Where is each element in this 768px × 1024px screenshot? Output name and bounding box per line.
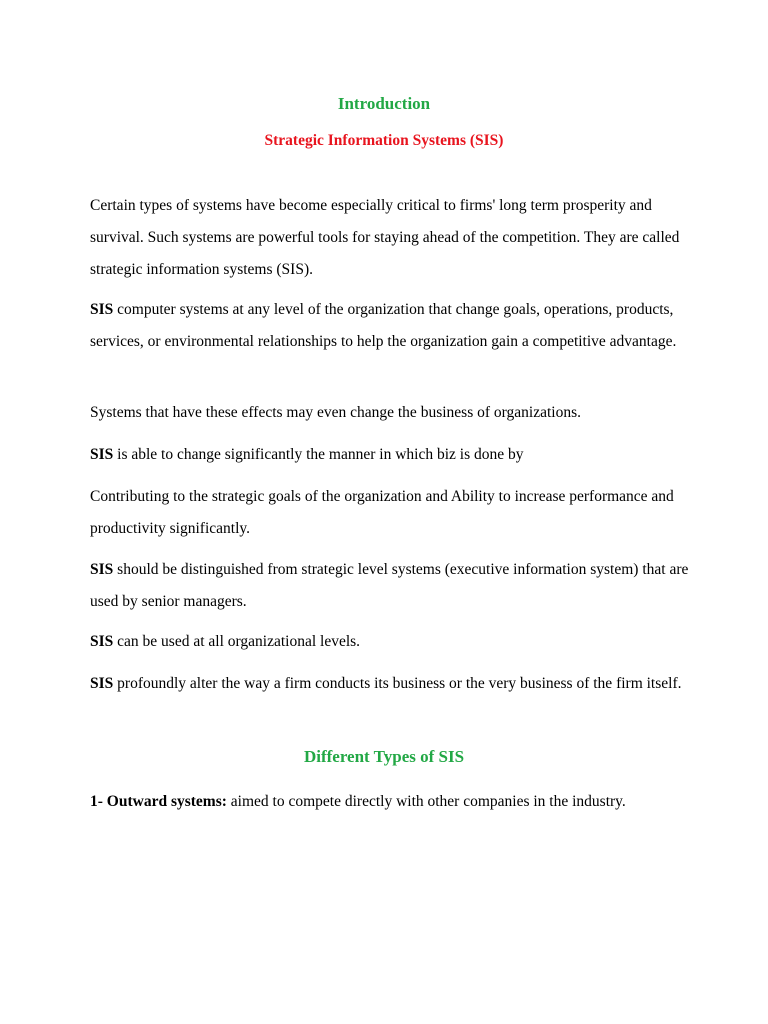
- paragraph-sis-alter: [90, 668, 690, 700]
- paragraph-sis-alter-text: profoundly alter the way a firm conducts its business or the very business of the firm itself.: [113, 675, 682, 692]
- paragraph-sis-levels-text: can be used at all organizational levels.: [113, 633, 361, 650]
- paragraph-outward-systems: [90, 786, 690, 818]
- paragraph-sis-change-text: is able to change significantly the manner in which biz is done by: [113, 446, 524, 463]
- paragraph-contributing-text: Contributing to the strategic goals of the organization and Ability to increase performance and productivity significantly.: [90, 488, 674, 537]
- list-number: 1-: [90, 793, 107, 810]
- introduction-heading: Introduction: [337, 94, 431, 113]
- paragraph-sis-levels: [90, 626, 690, 658]
- paragraph-sis-definition: [90, 294, 690, 358]
- types-heading: Different Types of SIS: [303, 747, 465, 766]
- paragraph-contributing: [90, 481, 690, 545]
- sis-term: SIS: [90, 633, 114, 650]
- paragraph-sis-change: [90, 439, 690, 471]
- sis-term: SIS: [90, 301, 114, 318]
- paragraph-intro: [90, 190, 690, 286]
- sis-term: SIS: [90, 675, 114, 692]
- sis-term: SIS: [90, 446, 114, 463]
- paragraph-effects-text: Systems that have these effects may even change the business of organizations.: [90, 404, 581, 421]
- outward-systems-term: Outward systems:: [106, 793, 227, 810]
- paragraph-effects: [90, 397, 690, 429]
- sis-subheading: Strategic Information Systems (SIS): [264, 132, 504, 149]
- paragraph-sis-definition-text: computer systems at any level of the organization that change goals, operations, products, services, or environmental relationships to help the organization gain a competitive advantage.: [90, 301, 677, 350]
- paragraph-sis-distinguished-text: should be distinguished from strategic level systems (executive information system) that are used by senior managers.: [90, 561, 689, 610]
- paragraph-outward-systems-text: aimed to compete directly with other companies in the industry.: [226, 793, 626, 810]
- paragraph-intro-text: Certain types of systems have become especially critical to firms' long term prosperity and survival. Such systems are powerful tools for staying ahead of the competition. They are called strategic information systems (SIS).: [90, 197, 680, 278]
- sis-term: SIS: [90, 561, 114, 578]
- paragraph-sis-distinguished: [90, 554, 690, 618]
